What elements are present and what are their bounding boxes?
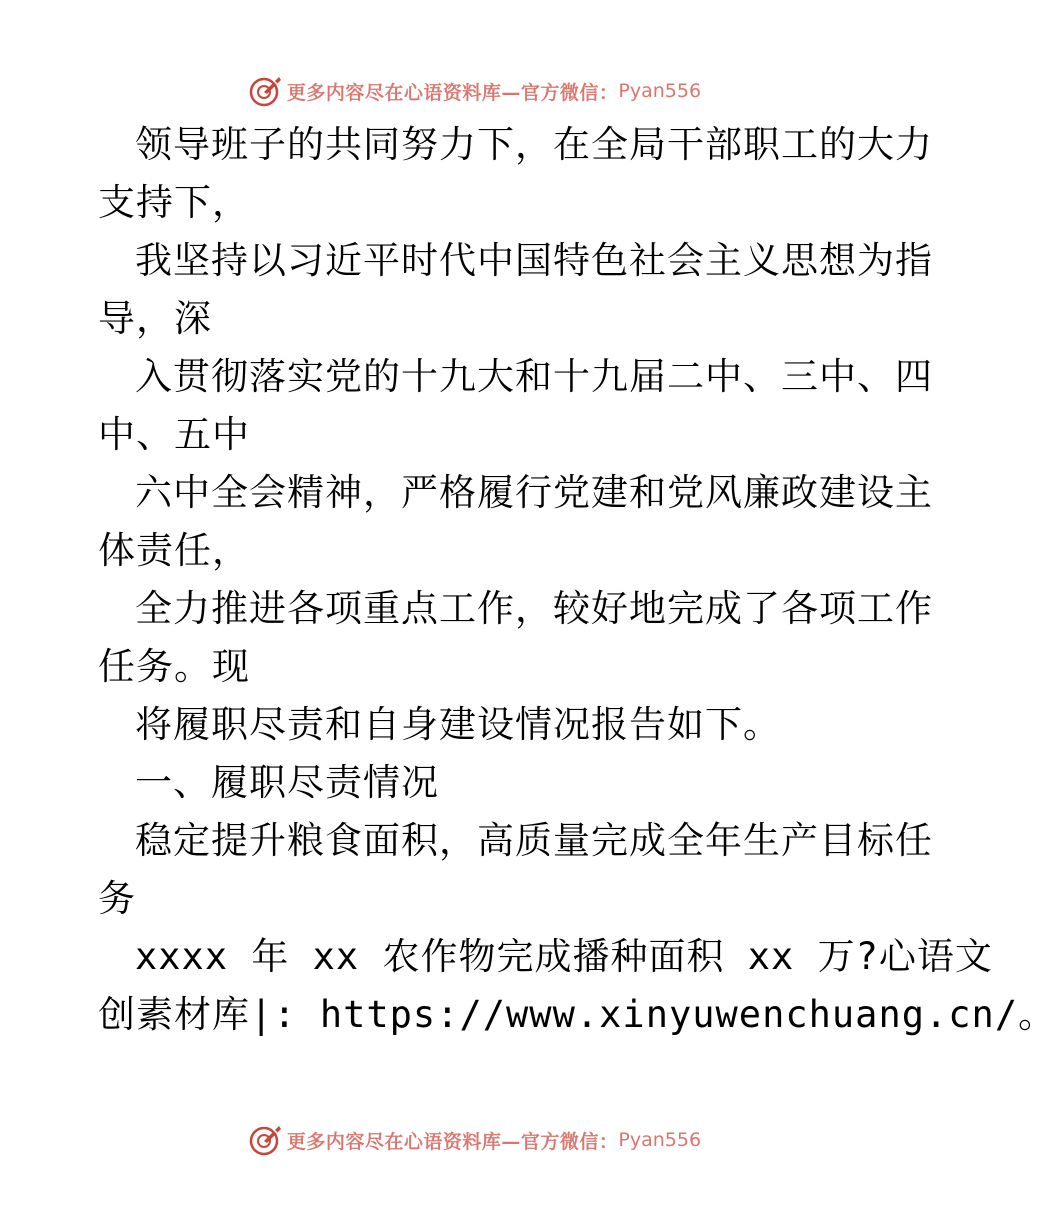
text-line: xxxx 年 xx 农作物完成播种面积 xx 万?心语文	[135, 935, 993, 978]
text-line: 入贯彻落实党的十九大和十九届二中、三中、四	[135, 355, 933, 398]
header-banner	[0, 71, 950, 111]
text-line: 六中全会精神，严格履行党建和党风廉政建设主	[135, 471, 933, 514]
pen-nib-icon	[249, 1123, 283, 1157]
banner-text: 更多内容尽在心语资料库—官方微信：	[286, 81, 619, 104]
banner-wechat-id: Pyan556	[618, 1129, 702, 1151]
text-line: 稳定提升粮食面积，高质量完成全年生产目标任	[135, 819, 933, 862]
text-line: 全力推进各项重点工作，较好地完成了各项工作	[135, 587, 933, 630]
text-line: 导，深	[98, 297, 212, 340]
pen-nib-icon	[249, 74, 283, 108]
footer-banner	[0, 1120, 950, 1160]
text-line: 领导班子的共同努力下，在全局干部职工的大力	[135, 123, 933, 166]
text-line: 任务。现	[98, 645, 250, 688]
text-line: 中、五中	[98, 413, 250, 456]
text-line: 我坚持以习近平时代中国特色社会主义思想为指	[135, 239, 933, 282]
text-line: 将履职尽责和自身建设情况报告如下。	[135, 703, 781, 746]
text-line: 体责任，	[98, 529, 250, 572]
section-heading: 一、履职尽责情况	[135, 761, 439, 804]
text-line: 支持下，	[98, 181, 250, 224]
banner-text: 更多内容尽在心语资料库—官方微信：	[286, 1130, 619, 1153]
banner-wechat-id: Pyan556	[618, 80, 702, 102]
text-line: 务	[98, 877, 136, 920]
text-line: 创素材库|: https://www.xinyuwenchuang.cn/。	[98, 993, 1056, 1036]
